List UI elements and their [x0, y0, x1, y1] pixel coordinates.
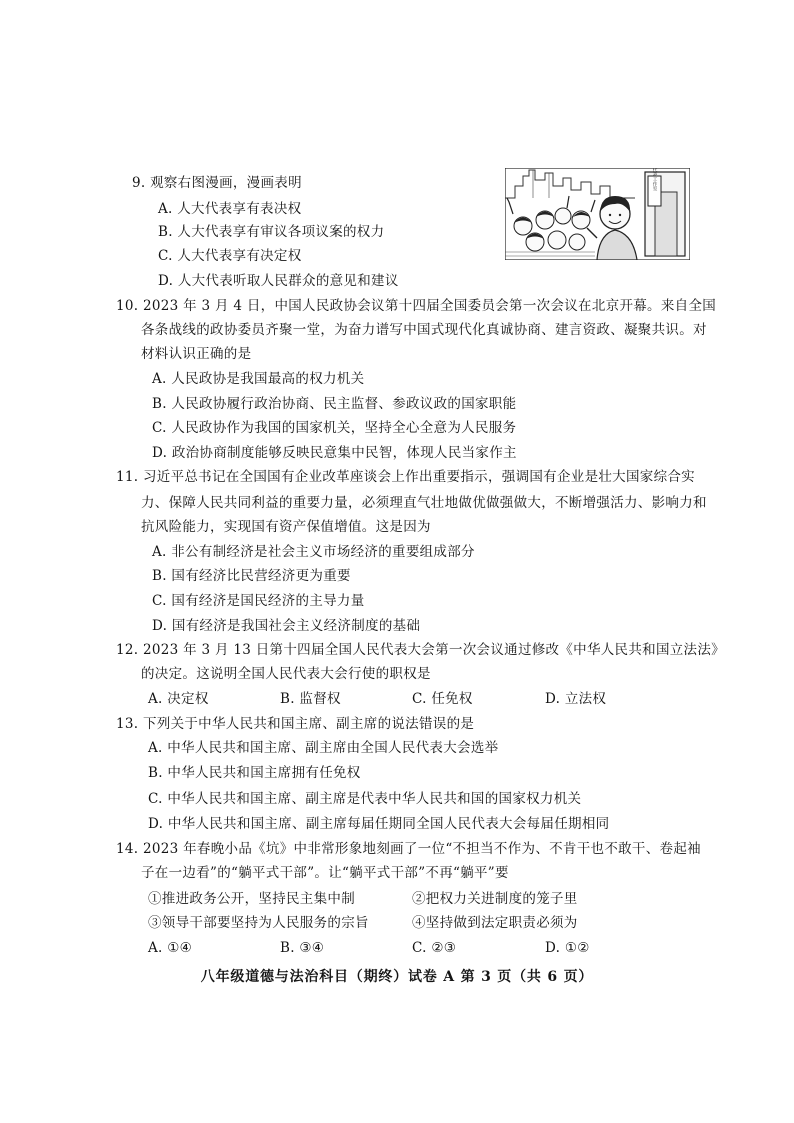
- question-9-option-c: C. 人大代表享有决定权: [158, 248, 302, 264]
- question-12-stem-line-1: [116, 641, 725, 659]
- question-12-number: 12.: [116, 642, 139, 658]
- question-14-option-c: C. ②③: [412, 940, 457, 956]
- question-10-stem-line-2: 各条战线的政协委员齐聚一堂，为奋力谱写中国式现代化真诚协商、建言资政、凝聚共识。对: [141, 322, 707, 338]
- question-10-number: 10.: [116, 298, 139, 314]
- question-12-option-c: C. 任免权: [412, 691, 473, 707]
- question-14-option-a: A. ①④: [148, 940, 193, 956]
- question-11-stem-line-2: 力、保障人民共同利益的重要力量，必须理直气壮地做优做强做大，不断增强活力、影响力和: [141, 495, 707, 511]
- cartoon-illustration: [505, 168, 690, 260]
- question-14-option-d: D. ①②: [545, 940, 590, 956]
- question-14-statement-1: ①推进政务公开，坚持民主集中制: [148, 891, 355, 907]
- question-9-stem: [132, 174, 302, 192]
- question-11-option-a: A. 非公有制经济是社会主义市场经济的重要组成部分: [152, 544, 475, 560]
- question-14-stem-line-1: [116, 840, 701, 858]
- question-10-option-c: C. 人民政协作为我国的国家机关，坚持全心全意为人民服务: [152, 420, 517, 436]
- question-10-option-d: D. 政治协商制度能够反映民意集中民智，体现人民当家作主: [152, 445, 517, 461]
- question-13-stem-text-1: 下列关于中华人民共和国主席、副主席的说法错误的是: [142, 716, 475, 732]
- question-11-option-d: D. 国有经济是我国社会主义经济制度的基础: [152, 618, 421, 634]
- question-14-statement-4: ④坚持做到法定职责必须为: [412, 915, 578, 931]
- question-9-number: 9.: [132, 175, 146, 191]
- question-13-option-d: D. 中华人民共和国主席、副主席每届任期同全国人民代表大会每届任期相同: [148, 816, 610, 832]
- question-9-option-b: B. 人大代表享有审议各项议案的权力: [158, 224, 385, 240]
- question-11-number: 11.: [116, 469, 139, 485]
- page-footer: 八年级道德与法治科目（期终）试卷 A 第 3 页（共 6 页）: [200, 969, 594, 985]
- question-14-stem-text-1: 2023 年春晚小品《坑》中非常形象地刻画了一位“不担当不作为、不肯干也不敢干、卷起袖: [142, 841, 701, 857]
- question-12-option-b: B. 监督权: [280, 691, 341, 707]
- question-11-stem-line-1: [116, 468, 695, 486]
- question-10-stem-line-1: [116, 297, 716, 315]
- question-12-stem-line-2: 的决定。这说明全国人民代表大会行使的职权是: [141, 666, 431, 682]
- question-12-option-d: D. 立法权: [545, 691, 607, 707]
- question-14-stem-line-2: 子在一边看”的“躺平式干部”。让“躺平式干部”不再“躺平”要: [141, 865, 509, 881]
- question-10-option-b: B. 人民政协履行政治协商、民主监督、参政议政的国家职能: [152, 396, 517, 412]
- question-11-option-b: B. 国有经济比民营经济更为重要: [152, 568, 351, 584]
- cartoon-sign-text: 代表工作室: [652, 168, 657, 191]
- question-13-stem-line-1: [116, 715, 474, 733]
- question-10-stem-text-1: 2023 年 3 月 4 日，中国人民政协会议第十四届全国委员会第一次会议在北京开幕。来自全国: [142, 298, 717, 314]
- question-13-option-b: B. 中华人民共和国主席拥有任免权: [148, 765, 361, 781]
- question-13-option-a: A. 中华人民共和国主席、副主席由全国人民代表大会选举: [148, 740, 499, 756]
- question-10-stem-line-3: 材料认识正确的是: [141, 346, 252, 362]
- question-14-statement-3: ③领导干部要坚持为人民服务的宗旨: [148, 915, 369, 931]
- question-14-number: 14.: [116, 841, 139, 857]
- question-13-option-c: C. 中华人民共和国主席、副主席是代表中华人民共和国的国家权力机关: [148, 791, 582, 807]
- question-14-option-b: B. ③④: [280, 940, 325, 956]
- question-9-option-d: D. 人大代表听取人民群众的意见和建议: [158, 273, 399, 289]
- question-10-option-a: A. 人民政协是我国最高的权力机关: [152, 371, 365, 387]
- question-12-stem-text-1: 2023 年 3 月 13 日第十四届全国人民代表大会第一次会议通过修改《中华人民共和国立法法》: [142, 642, 725, 658]
- question-13-number: 13.: [116, 716, 139, 732]
- question-9-stem-line-1: 观察右图漫画，漫画表明: [150, 175, 302, 191]
- question-11-option-c: C. 国有经济是国民经济的主导力量: [152, 593, 365, 609]
- question-11-stem-line-3: 抗风险能力，实现国有资产保值增值。这是因为: [141, 519, 431, 535]
- question-12-option-a: A. 决定权: [148, 691, 209, 707]
- question-9-option-a: A. 人大代表享有表决权: [158, 201, 302, 217]
- question-11-stem-text-1: 习近平总书记在全国国有企业改革座谈会上作出重要指示，强调国有企业是壮大国家综合实: [142, 469, 695, 485]
- question-14-statement-2: ②把权力关进制度的笼子里: [412, 891, 578, 907]
